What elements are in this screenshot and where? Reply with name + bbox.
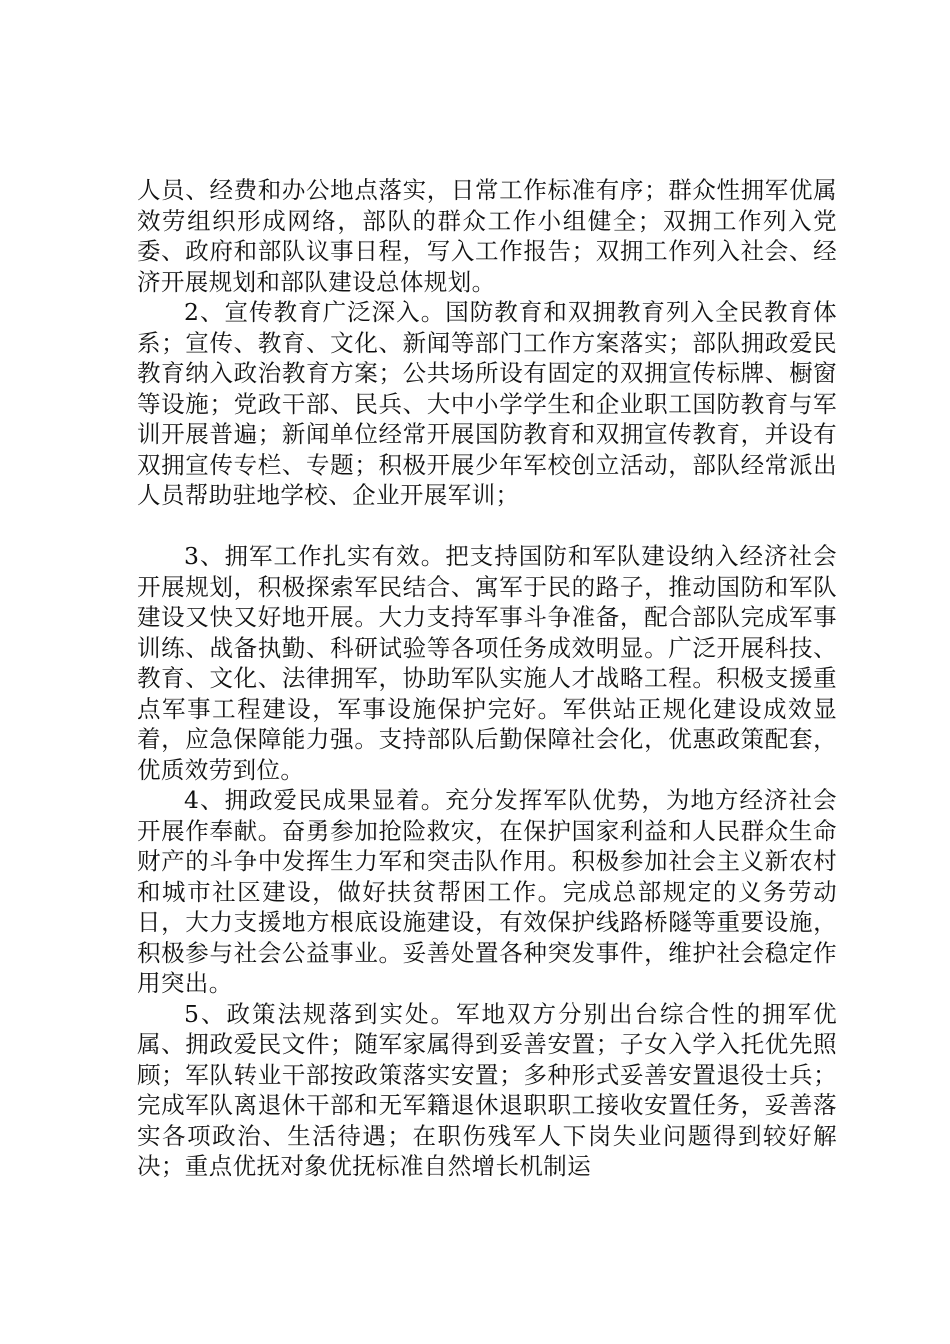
paragraph-2: 2、宣传教育广泛深入。国防教育和双拥教育列入全民教育体系；宣传、教育、文化、新闻等部门工作方案落实；部队拥政爱民教育纳入政治教育方案；公共场所设有固定的双拥宣传标牌、橱窗等设施；党政干部、民兵、大中小学学生和企业职工国防教育与军训开展普遍；新闻单位经常开展国防教育和双拥宣传教育，并设有双拥宣传专栏、专题；积极开展少年军校创立活动，部队经常派出人员帮助驻地学校、企业开展军训； [137, 298, 837, 509]
paragraph-5: 5、政策法规落到实处。军地双方分别出台综合性的拥军优属、拥政爱民文件；随军家属得到妥善安置；子女入学入托优先照顾；军队转业干部按政策落实安置；多种形式妥善安置退役士兵；完成军队离退休干部和无军籍退休退职职工接收安置任务，妥善落实各项政治、生活待遇；在职伤残军人下岗失业问题得到较好解决；重点优抚对象优抚标准自然增长机制运 [137, 999, 837, 1180]
paragraph-1: 人员、经费和办公地点落实，日常工作标准有序；群众性拥军优属效劳组织形成网络，部队的群众工作小组健全；双拥工作列入党委、政府和部队议事日程，写入工作报告；双拥工作列入社会、经济开展规划和部队建设总体规划。 [137, 176, 837, 296]
document-body [137, 175, 837, 1182]
paragraph-3: 3、拥军工作扎实有效。把支持国防和军队建设纳入经济社会开展规划，积极探索军民结合、寓军于民的路子，推动国防和军队建设又快又好地开展。大力支持军事斗争准备，配合部队完成军事训练、战备执勤、科研试验等各项任务成效明显。广泛开展科技、教育、文化、法律拥军，协助军队实施人才战略工程。积极支援重点军事工程建设，军事设施保护完好。军供站正规化建设成效显着，应急保障能力强。支持部队后勤保障社会化，优惠政策配套，优质效劳到位。 [137, 542, 837, 784]
paragraph-gap [137, 511, 837, 542]
paragraph-4: 4、拥政爱民成果显着。充分发挥军队优势，为地方经济社会开展作奉献。奋勇参加抢险救灾，在保护国家利益和人民群众生命财产的斗争中发挥生力军和突击队作用。积极参加社会主义新农村和城市社区建设，做好扶贫帮困工作。完成总部规定的义务劳动日，大力支援地方根底设施建设，有效保护线路桥隧等重要设施，积极参与社会公益事业。妥善处置各种突发事件，维护社会稳定作用突出。 [137, 786, 837, 997]
